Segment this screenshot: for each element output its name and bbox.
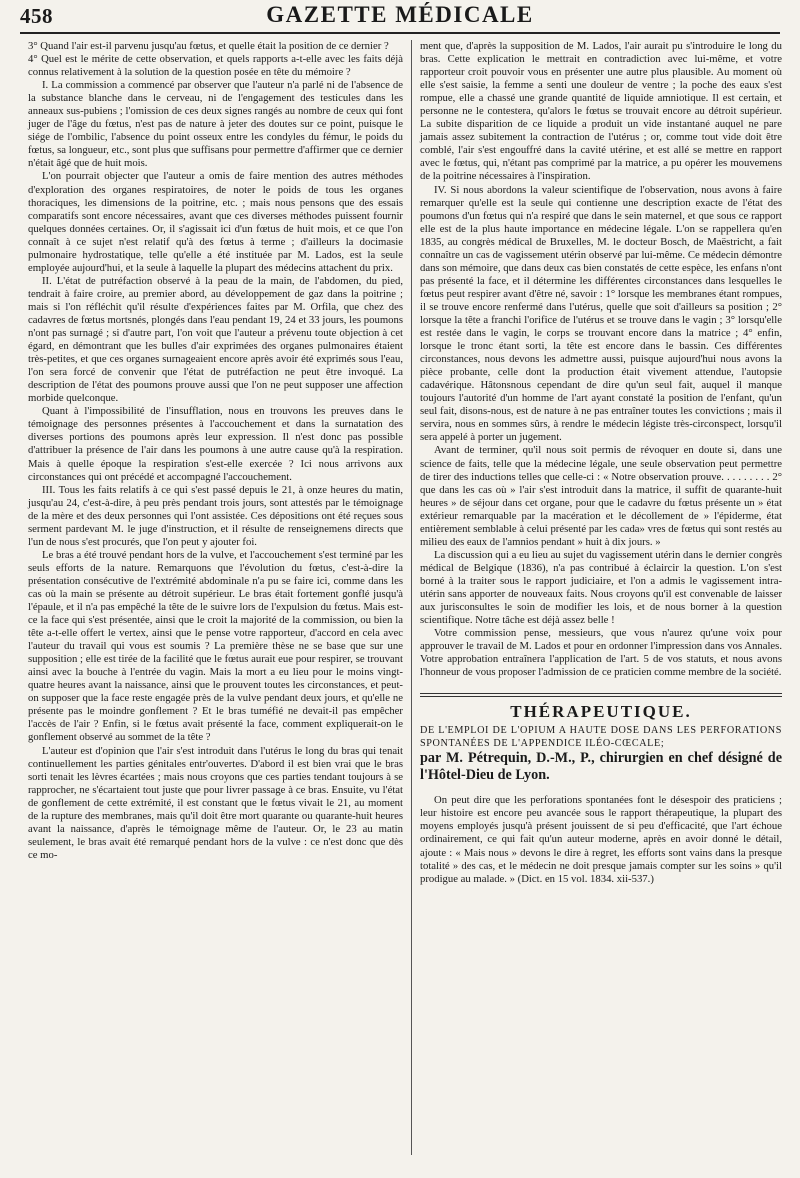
commission-conclusion-paragraph: Votre commission pense, messieurs, que vous n'aurez qu'une voix pour approuver le travail de M. Lados et pour en ordonner l'impression dans vos Annales. Votre approbation entraînera l'application de l'art. 5 de vos statuts, et nous avons l'honneur de vous proposer l'admission de ce praticien comme membre de la société. — [420, 627, 782, 679]
section-ii-paragraph: II. L'état de putréfaction observé à la peau de la main, de l'abdomen, du pied, tendrait à faire croire, au premier abord, au développement de gaz dans la poitrine ; mais si l'on réfléchit qu'il résulte d'expériences faites par M. Orfila, que chez des cadavres de fœtus mortsnés, plongés dans l'eau pendant 19, 24 et 33 jours, les poumons n'ont pas surnagé ; si d'autre part, l'on voit que l'auteur a prévenu toute objection à cet égard, en démontrant que les bulles d'air exprimées des organes pulmonaires étaient très-petites, et que ces organes surnageaient encore après avoir été exprimés sous l'eau, l'on sera forcé de convenir que l'état de putréfaction ne peut être invoqué. La description de l'état des poumons prouve aussi que l'on ne peut supposer une affection morbide quelconque. — [28, 274, 403, 405]
right-column — [420, 40, 782, 886]
continuation-paragraph: ment que, d'après la supposition de M. Lados, l'air aurait pu s'introduire le long du bras. Cette explication le mettrait en contradiction avec lui-même, et votre rapporteur croit pouvoir vous en présenter une autre plus plausible. Au moment où elle s'est saisie, la femme a senti une douleur de ventre ; la poche des eaux s'est rompue, elle a chassé une grande quantité de liquide amniotique. Il est certain, et personne ne le contestera, qu'alors le fœtus se trouvait encore au détroit supérieur. La subite disparition de ce liquide a produit un vide instantané auquel ne pare jamais assez subitement la contraction de l'utérus ; or, comme tout vide doit être comblé, l'air s'est engouffré dans la cavité utérine, et est allé se mettre en rapport avec le fœtus, qui, n'étant pas comprimé par la matrice, a pu opérer les mouvemens de la poitrine nécessaires à l'inspiration. — [420, 40, 782, 183]
column-divider — [411, 40, 412, 1155]
article-title: DE L'EMPLOI DE L'OPIUM A HAUTE DOSE DANS LES PERFORATIONS SPONTANÉES DE L'APPENDICE ILÉO-CŒCALE; — [420, 725, 782, 750]
author-opinion-paragraph: L'auteur est d'opinion que l'air s'est introduit dans l'utérus le long du bras qui tenait continuellement les parties génitales entr'ouvertes. D'abord il est bien vrai que le bras sorti tenait les lèvres écartées ; mais nous croyons que ces parties tendant toujours à se rapprocher, ne s'écartaient tout juste que pour livrer passage à ce bras. Ensuite, vu l'état de gonflement de cette extrémité, il est constant que le fœtus vivait le 21, au moment de la rupture des membranes, mais qu'il doit être mort quarante ou quarante-huit heures avant la naissance, d'après le témoignage même de l'auteur. Or, le 23 au matin seulement, le bras avait été remarqué pendant hors de la vulve : ce n'est donc que dès ce mo- — [28, 744, 403, 861]
insufflation-paragraph: Quant à l'impossibilité de l'insufflation, nous en trouvons les preuves dans le témoignage des personnes présentes à l'accouchement et dans la surnatation des diverses portions des poumons après leur expression. Il n'est donc pas possible d'attribuer la présence de l'air dans les poumons à une autre cause qu'à la respiration. Mais à quelle époque la respiration s'est-elle exercée ? Ici nous arrivons aux circonstances qui ont précédé et accompagné l'accouchement. — [28, 405, 403, 483]
discussion-paragraph: La discussion qui a eu lieu au sujet du vagissement utérin dans le dernier congrès médical de Belgique (1836), n'a pas contribué à éclaircir la question. L'on s'est borné à la traiter sous le rapport judiciaire, et l'on a admis le vagissement intra-utérin sans apporter de nouveaux faits. Nous croyons qu'il est convenable de laisser aux jurisconsultes le soin de modifier les lois, et de nous borner à la question scientifique. Notre tâche est déjà assez belle ! — [420, 548, 782, 627]
section-iv-paragraph: IV. Si nous abordons la valeur scientifique de l'observation, nous avons à faire remarquer qu'elle est la seule qui contienne une description exacte de l'état des poumons d'un fœtus qui n'a respiré que dans le sein maternel, et que sous ce rapport elle est de la plus haute importance en médecine légale. L'on se rappellera qu'en 1835, au congrès médical de Bruxelles, M. le docteur Bosch, de Maëstricht, a fait connaître un cas de vagissement utérin observé par lui-même. Ce médecin démontre dans son mémoire, que dans deux cas bien constatés de cette espèce, les enfans n'ont pas présenté la face, et il détermine les différentes circonstances dans lesquelles le fœtus peut respirer avant d'être né, savoir : 1° lorsque les membranes étant rompues, il se trouve encore renfermé dans l'utérus, quelle que soit d'ailleurs sa position ; 2° lorsque la tête a franchi l'orifice de l'utérus et se trouve dans le vagin ; 3° lorsqu'elle est restée dans le vagin, le corps se trouvant encore dans la matrice ; 4° enfin, lorsque le tronc étant sorti, la tête est encore dans le bassin. Ces différentes circonstances, nous devons les admettre aussi, puisque aujourd'hui nous avons la pièce probante, celle dont la production était vivement attendue, l'autopsie cadavérique. Hâtonsnous cependant de dire qu'un seul fait, auquel il manque toujours l'autorité d'un homme de l'art ayant constaté la position de l'enfant, qu'un seul fait, disons-nous, est de nature à ne pas entraîner toutes les convictions ; mais il servira, nous en sommes sûrs, à rendre le médecin légiste très-circonspect, lorsqu'il sera appelé à porter un jugement. — [420, 183, 782, 444]
page-number: 458 — [20, 4, 53, 28]
closing-doubt-paragraph: Avant de terminer, qu'il nous soit permis de révoquer en doute si, dans une science de faits, telle que la médecine légale, une seule observation peut permettre de tirer des inductions telles que celle-ci : « Notre observation prouve. . . . . . . . . 2° que dans les cas où » l'air s'est introduit dans la matrice, il suffit de quarante-huit heures » de séjour dans cet organe, pour que le cadavre du fœtus présente un » état extérieur remarquable par la macération et le décollement de » l'épiderme, état entièrement semblable à celui présenté par les cada» vres de fœtus qui sont restés au milieu des eaux de l'amnios pendant » huit à dix jours. » — [420, 444, 782, 548]
section-divider — [420, 693, 782, 697]
left-column — [28, 40, 403, 862]
article-author: par M. Pétrequin, D.-M., P., chirurgien en chef désigné de l'Hôtel-Dieu de Lyon. — [420, 750, 782, 784]
journal-title: GAZETTE MÉDICALE — [266, 2, 534, 27]
arm-paragraph: Le bras a été trouvé pendant hors de la vulve, et l'accouchement s'est terminé par les seuls efforts de la nature. Remarquons que l'évolution du fœtus, c'est-à-dire la présentation consécutive de l'extrémité abdominale n'a pu se faire ici, comme dans les cas où la main se présente au détroit supérieur. Le bras était fortement gonflé jusqu'à l'épaule, et il n'a pas empêché la tête de le suivre lors de l'expulsion du fœtus. Mais est-ce la face qui s'est présentée, ainsi que le croit la majorité de la commission, ou bien la tête a-t-elle offert le vertex, ainsi que le pense votre rapporteur, d'accord en cela avec l'auteur du travail qui vous est soumis ? La première thèse ne se base que sur une supposition ; elle est tirée de la facilité que le fœtus aurait eue pour respirer, se trouvant ainsi avec la bouche à l'entrée du vagin. Mais la mort a eu lieu pour le moins vingt-quatre heures avant la naissance, ainsi que le prouvent toutes les circonstances, et peut-on supposer que la face reste engagée près de la vulve pendant deux jours, et qu'elle ne présente pas le moindre gonflement ? Et le bras tuméfié ne devait-il pas empêcher l'accès de l'air ? Enfin, si le fœtus avait présenté la face, comment expliquerait-on le gonflement observé au sommet de la tête ? — [28, 548, 403, 744]
section-title: THÉRAPEUTIQUE. — [510, 702, 692, 722]
page-header — [20, 2, 780, 34]
question-3: 3° Quand l'air est-il parvenu jusqu'au fœtus, et quelle était la position de ce dernier ? — [28, 40, 389, 52]
objection-paragraph: L'on pourrait objecter que l'auteur a omis de faire mention des autres méthodes d'exploration des organes respiratoires, de noter le poids de tous les organes thoraciques, les dimensions de la poitrine, etc. ; mais nous pensons que des essais comparatifs sont encore nécessaires, avant que ces diverses méthodes puissent fournir quelques données certaines. Or, il s'agissait ici d'un fœtus de huit mois, et ce que l'on connaît à ce sujet n'est relatif qu'à des fœtus à terme ; d'ailleurs la docimasie pulmonaire hydrostatique, telle qu'elle a été instituée par M. Lados, est la seule employée aujourd'hui, et la seule à laquelle la plupart des médecins attachent du prix. — [28, 170, 403, 274]
section-i-paragraph: I. La commission a commencé par observer que l'auteur n'a parlé ni de l'absence de la substance blanche dans le cerveau, ni de l'engagement des testicules dans les anneaux sus-pubiens ; l'omission de ces deux signes rangés au nombre de ceux qui font juger de l'âge du fœtus, n'est pas de nature à jeter des doutes sur ce point, puisque le siége de l'ombilic, l'absence du point osseux entre les condyles du fémur, le poids du fœtus, sa longueur, etc., sont plus que suffisans pour permettre d'affirmer que ce dernier n'était âgé que de huit mois. — [28, 79, 403, 170]
section-iii-paragraph: III. Tous les faits relatifs à ce qui s'est passé depuis le 21, à onze heures du matin, jusqu'au 24, c'est-à-dire, à peu près pendant trois jours, sont attestés par le témoignage de la mère et des deux personnes qui l'ont assistée. Ces dépositions ont été reçues sous serment pardevant M. le juge d'instruction, et il résulte de renseignemens directs que l'un de nous s'est procurés, que l'on peut y ajouter foi. — [28, 483, 403, 548]
question-4: 4° Quel est le mérite de cette observation, et quels rapports a-t-elle avec les faits déjà connus relativement à la solution de la question posée en tête du mémoire ? — [28, 53, 403, 79]
article-first-paragraph: On peut dire que les perforations spontanées font le désespoir des praticiens ; leur histoire est encore peu avancée sous le rapport thérapeutique, la plupart des moyens employés jusqu'à présent jouissent de si peu d'efficacité, que l'art échoue ordinairement, ce qui fait qu'un auteur moderne, après en avoir donné le détail, ajoute : « Mais nous » devons le dire à regret, les efforts sont vains dans la presque totalité » des cas, et le médecin ne doit presque jamais compter sur les soins » qu'il prodigue au malade. » (Dict. en 15 vol. 1834. xii-537.) — [420, 794, 782, 885]
